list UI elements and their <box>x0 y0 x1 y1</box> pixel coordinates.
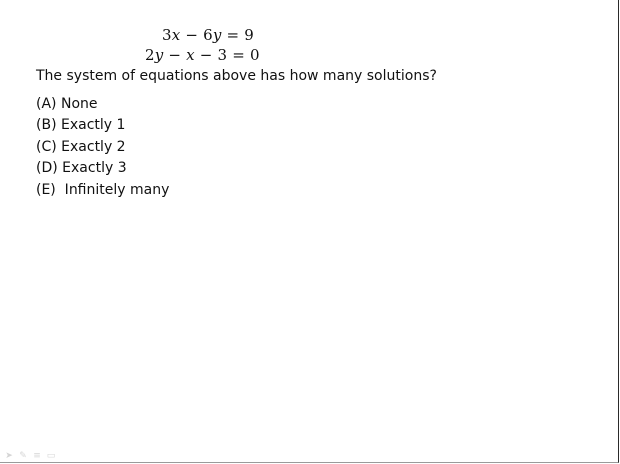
eq1-var-y: y <box>212 26 222 44</box>
choice-letter: (E) <box>36 181 56 198</box>
choice-letter: (A) <box>36 96 57 112</box>
choice-text: Exactly 2 <box>61 138 126 155</box>
eq1-var-x: x <box>171 26 181 44</box>
choice-text: Infinitely many <box>60 181 170 198</box>
choice-text: None <box>60 96 98 112</box>
eq2-minus: − <box>163 46 187 64</box>
equation-2 <box>145 45 260 65</box>
eq2-var-x: x <box>186 46 195 64</box>
eq2-var-y: y <box>154 46 164 64</box>
choice-letter: (C) <box>36 138 57 155</box>
eq2-coef-y: 2 <box>145 46 155 64</box>
menu-icon[interactable]: ≡ <box>33 451 41 461</box>
choice-b <box>36 115 169 136</box>
choice-text: Exactly 1 <box>60 117 126 134</box>
slideshow-toolbar <box>4 451 56 461</box>
choice-letter: (B) <box>36 117 57 134</box>
arrow-icon[interactable]: ➤ <box>5 451 13 461</box>
choice-letter: (D) <box>36 160 58 177</box>
choice-a <box>36 94 169 115</box>
eq1-coef-y: − 6 <box>180 26 213 44</box>
choice-e <box>36 180 169 201</box>
answer-choices <box>36 94 169 201</box>
pen-icon[interactable]: ✎ <box>19 451 27 461</box>
question-text: The system of equations above has how many solutions? <box>36 68 437 84</box>
choice-d <box>36 158 169 179</box>
eq2-rhs: − 3 = 0 <box>194 46 260 64</box>
equation-1 <box>162 25 254 45</box>
expand-icon[interactable]: ▭ <box>46 451 56 461</box>
eq1-coef-x: 3 <box>162 26 172 44</box>
choice-text: Exactly 3 <box>62 160 127 177</box>
choice-c <box>36 137 169 158</box>
eq1-rhs: = 9 <box>221 26 255 44</box>
